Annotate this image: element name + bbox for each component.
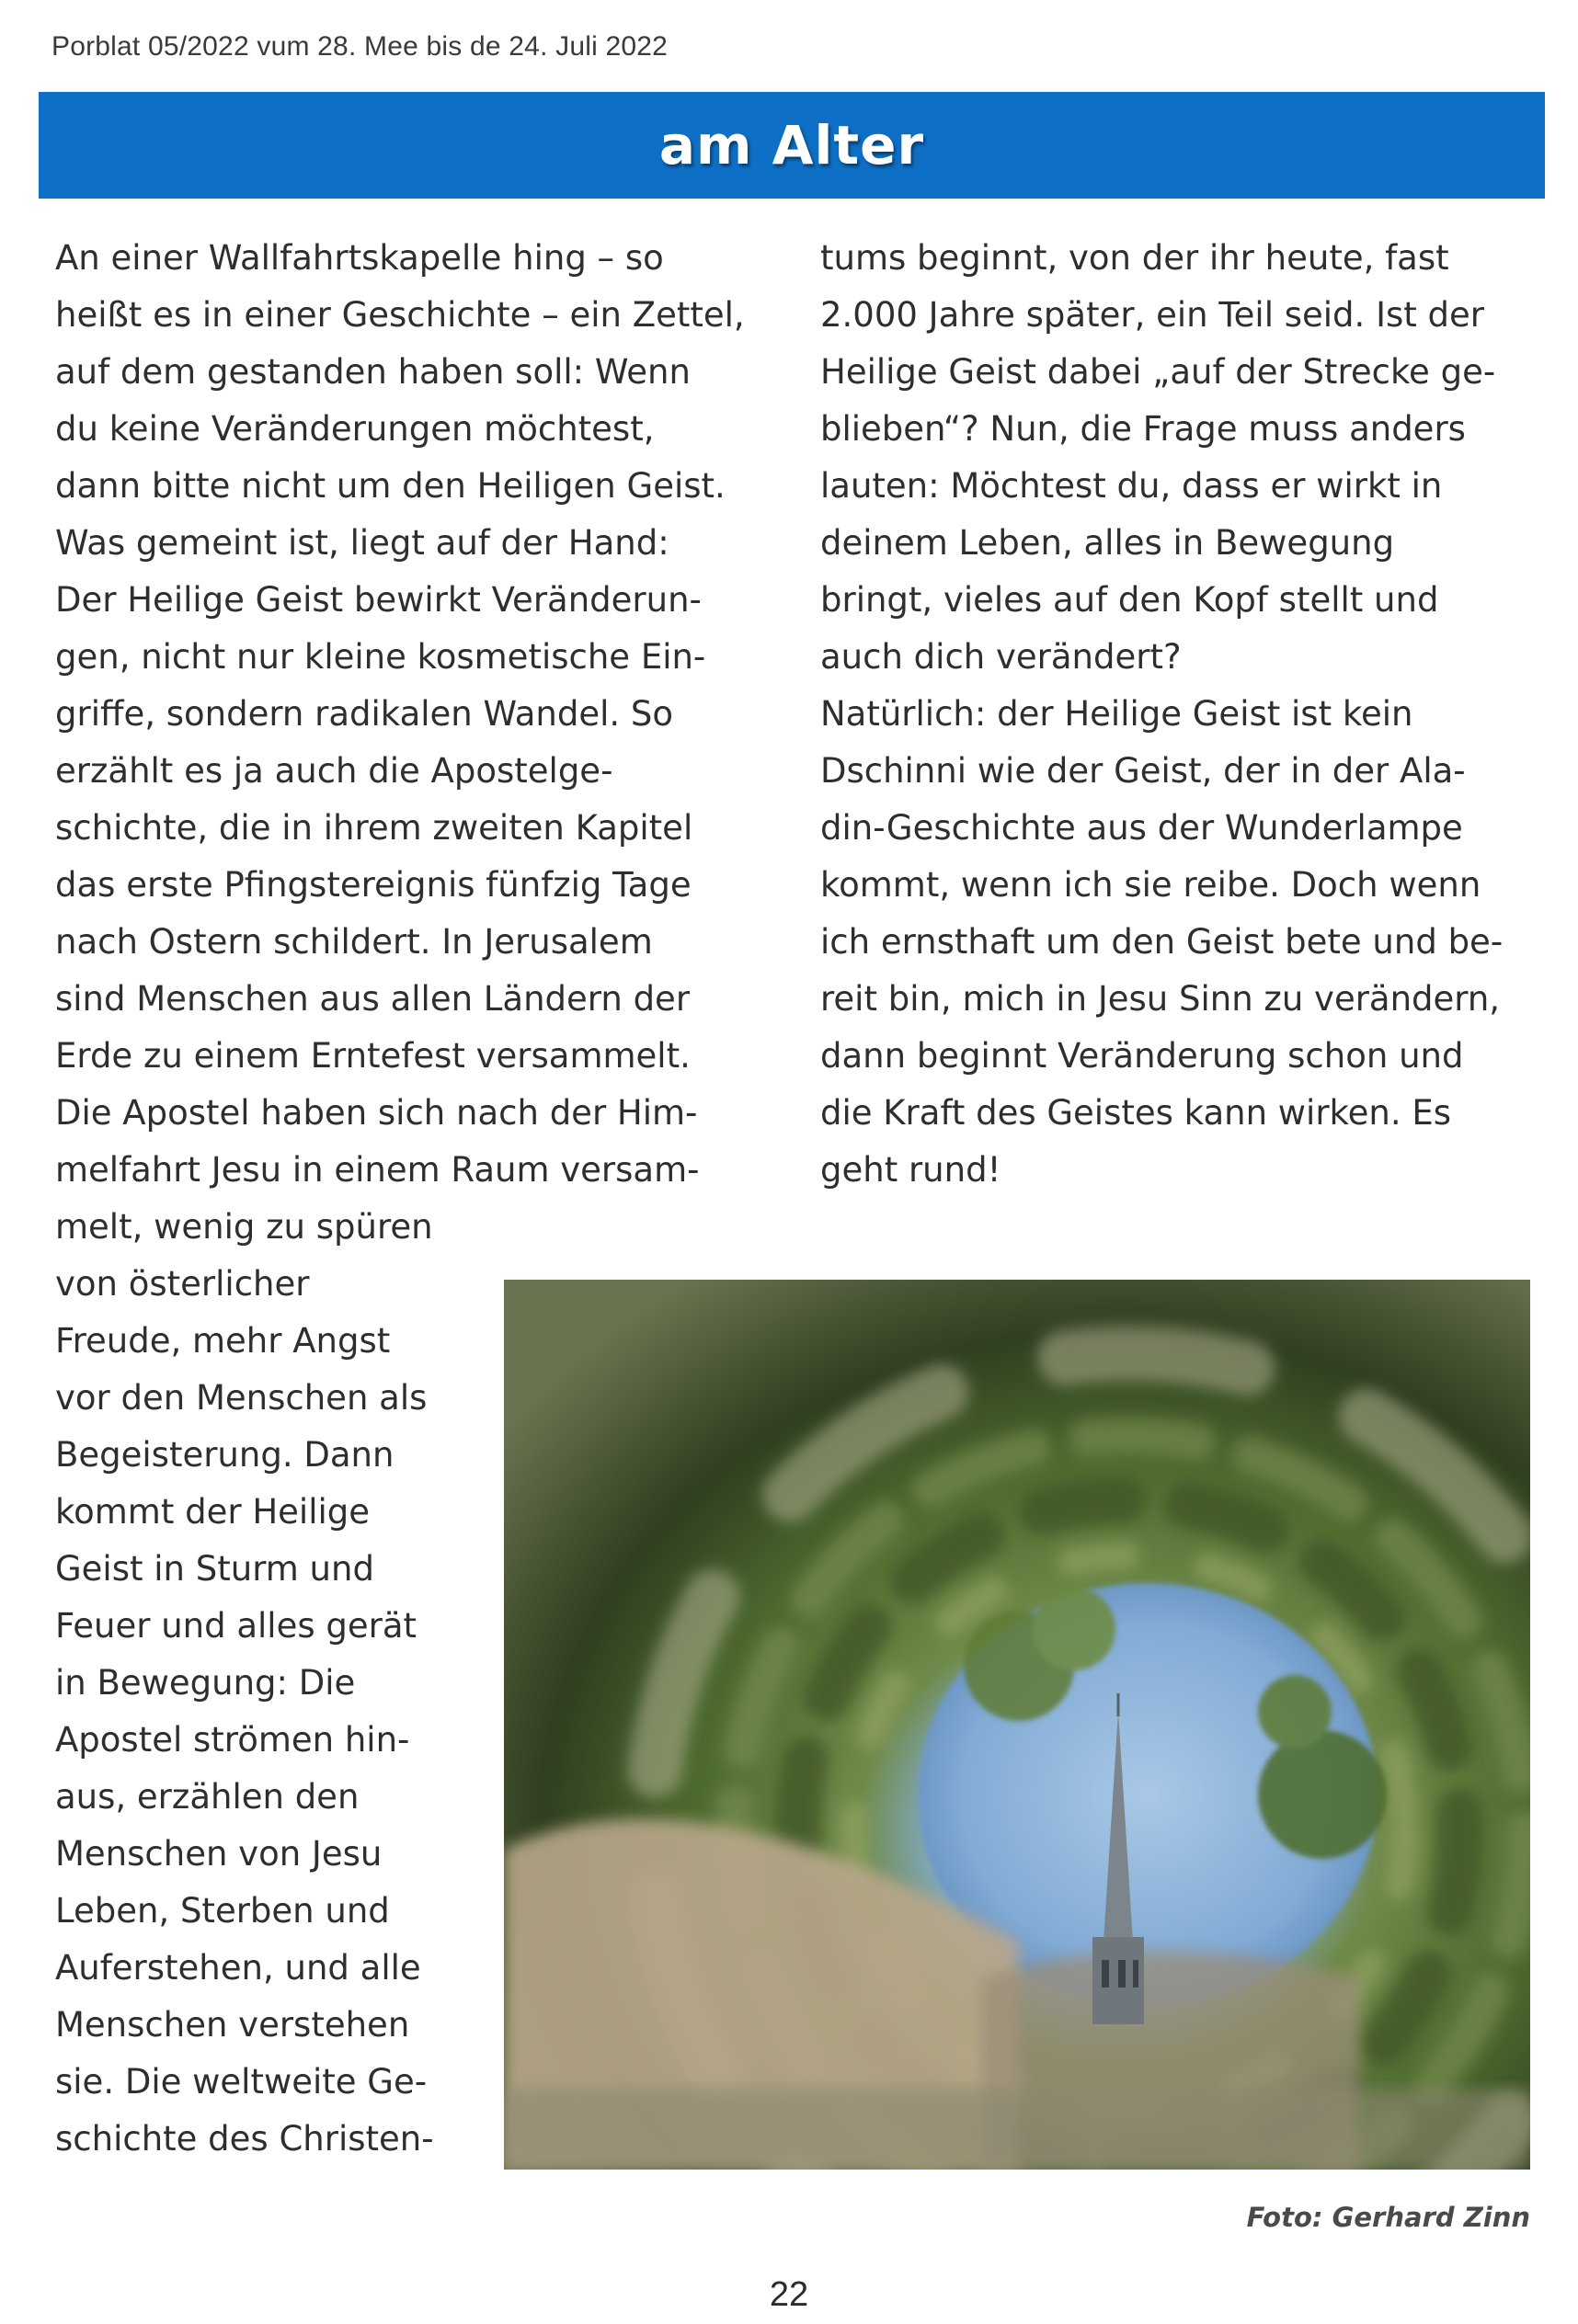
text-line: Erde zu einem Erntefest versammelt. [55, 1036, 691, 1076]
text-line: in Bewegung: Die [55, 1663, 356, 1703]
text-line: du keine Veränderungen möchtest, [55, 409, 655, 449]
text-line: kommt der Heilige [55, 1492, 370, 1532]
text-line: deinem Leben, alles in Bewegung [820, 523, 1395, 563]
text-line: blieben“? Nun, die Frage muss anders [820, 409, 1466, 449]
article-column-right [820, 230, 1503, 1199]
text-line: das erste Pfingstereignis fünfzig Tage [55, 865, 692, 905]
running-header: Porblat 05/2022 vum 28. Mee bis de 24. Juli 2022 [51, 31, 669, 62]
text-line: 2.000 Jahre später, ein Teil seid. Ist der [820, 295, 1484, 335]
text-line: Natürlich: der Heilige Geist ist kein [820, 694, 1413, 734]
text-line: Freude, mehr Angst [55, 1321, 391, 1361]
text-line: sie. Die weltweite Ge- [55, 2062, 428, 2102]
photo-caption: Foto: Gerhard Zinn [1246, 2202, 1530, 2233]
text-line: sind Menschen aus allen Ländern der [55, 979, 691, 1019]
text-line: reit bin, mich in Jesu Sinn zu verändern, [820, 979, 1501, 1019]
text-line: geht rund! [820, 1150, 1001, 1190]
page-number: 22 [769, 2275, 809, 2314]
text-line: Apostel strömen hin- [55, 1720, 410, 1760]
section-banner [39, 92, 1545, 199]
text-line: gen, nicht nur kleine kosmetische Ein- [55, 637, 706, 677]
text-line: auch dich verändert? [820, 637, 1182, 677]
text-line: Heilige Geist dabei „auf der Strecke ge- [820, 352, 1496, 392]
text-line: Feuer und alles gerät [55, 1606, 417, 1646]
church-spire-photo [504, 1280, 1530, 2170]
text-line: kommt, wenn ich sie reibe. Doch wenn [820, 865, 1481, 905]
text-line: lauten: Möchtest du, dass er wirkt in [820, 466, 1443, 506]
text-line: An einer Wallfahrtskapelle hing – so [55, 238, 664, 278]
text-line: melfahrt Jesu in einem Raum versam- [55, 1150, 700, 1190]
section-title: am Alter [658, 114, 925, 177]
text-line: Menschen von Jesu [55, 1834, 383, 1874]
text-line: griffe, sondern radikalen Wandel. So [55, 694, 674, 734]
text-line: dann beginnt Veränderung schon und [820, 1036, 1464, 1076]
text-line: nach Ostern schildert. In Jerusalem [55, 922, 653, 962]
text-line: dann bitte nicht um den Heiligen Geist. [55, 466, 726, 506]
text-line: Die Apostel haben sich nach der Him- [55, 1093, 698, 1133]
text-line: vor den Menschen als [55, 1378, 428, 1418]
text-line: Menschen verstehen [55, 2005, 410, 2045]
text-line: bringt, vieles auf den Kopf stellt und [820, 580, 1439, 620]
text-line: schichte des Christen- [55, 2119, 434, 2159]
text-line: heißt es in einer Geschichte – ein Zettel, [55, 295, 745, 335]
text-line: Was gemeint ist, liegt auf der Hand: [55, 523, 669, 563]
text-line: tums beginnt, von der ihr heute, fast [820, 238, 1449, 278]
text-line: Leben, Sterben und [55, 1891, 390, 1931]
text-line: die Kraft des Geistes kann wirken. Es [820, 1093, 1452, 1133]
text-line: von österlicher [55, 1264, 310, 1304]
text-line: aus, erzählen den [55, 1777, 360, 1817]
text-line: auf dem gestanden haben soll: Wenn [55, 352, 691, 392]
text-line: melt, wenig zu spüren [55, 1207, 433, 1247]
text-line: din-Geschichte aus der Wunderlampe [820, 808, 1463, 848]
text-line: Begeisterung. Dann [55, 1435, 394, 1475]
text-line: Geist in Sturm und [55, 1549, 374, 1589]
text-line: Dschinni wie der Geist, der in der Ala- [820, 751, 1466, 791]
text-line: ich ernsthaft um den Geist bete und be- [820, 922, 1504, 962]
text-line: Der Heilige Geist bewirkt Veränderun- [55, 580, 702, 620]
text-line: Auferstehen, und alle [55, 1948, 421, 1988]
text-line: erzählt es ja auch die Apostelge- [55, 751, 613, 791]
text-line: schichte, die in ihrem zweiten Kapitel [55, 808, 693, 848]
